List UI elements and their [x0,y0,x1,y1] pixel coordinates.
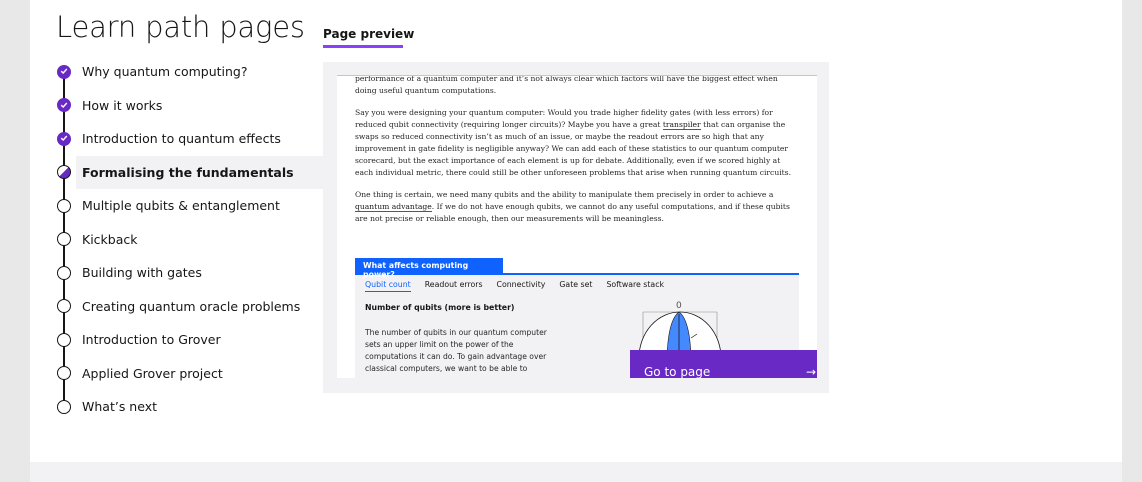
preview-paragraph: performance of a quantum computer and it’s not always clear which factors will have the biggest effect when doing useful quantum computations. [355,75,778,95]
step-label: Why quantum computing? [82,64,248,80]
transpiler-link[interactable]: transpiler [662,120,701,129]
bloch-sphere-figure [627,298,737,358]
page-title: Learn path pages [56,10,305,44]
tab-active-indicator [323,45,403,48]
step-whats-next[interactable] [52,390,324,424]
step-intro-quantum-effects[interactable] [52,122,324,156]
step-label: What’s next [82,399,157,415]
not-started-circle-icon [57,199,71,213]
text-run: Say you were designing your quantum computer: Would you trade higher fidelity gates (with less errors) for reduced qubit connectivity (requiring longer circuits)? Maybe you have a great [355,108,773,129]
step-label: How it works [82,97,163,113]
step-applied-grover[interactable] [52,357,324,391]
figure-label: 0 [676,300,682,311]
step-quantum-oracle-problems[interactable] [52,290,324,324]
step-label: Creating quantum oracle problems [82,298,301,314]
completed-check-icon [57,98,71,112]
tab-page-preview[interactable]: Page preview [323,27,415,41]
step-label: Applied Grover project [82,365,223,381]
step-building-with-gates[interactable] [52,256,324,290]
step-how-it-works[interactable] [52,89,324,123]
completed-check-icon [57,65,71,79]
step-formalising-fundamentals[interactable] [76,156,324,190]
not-started-circle-icon [57,266,71,280]
quantum-advantage-link[interactable]: quantum advantage [355,202,432,211]
preview-paragraph [337,189,817,225]
step-kickback[interactable] [52,223,324,257]
step-why-quantum-computing[interactable] [52,55,324,89]
text-run: that can organise the swaps so reduced connectivity isn’t as much of an issue, or maybe the readout errors are so high that any improvement in gate fidelity is negligible anyway? We can add each of these statistics to our quantum computer scorecard, but the exact importance of each element is up for debate. Additionally, even if we scored highly at each individual metric, there could still be other unforeseen problems that arise when running quantum circuits. [355,120,791,177]
widget-text: The number of qubits in our quantum computer sets an upper limit on the power of the computations it can do. To gain advantage over classical computers, we want to be able to [365,327,547,373]
not-started-circle-icon [57,299,71,313]
text-run: One thing is certain, we need many qubits and the ability to manipulate them precisely in order to achieve a [355,190,774,199]
widget-title: What affects computing power? [355,258,503,273]
step-label: Introduction to Grover [82,332,221,348]
completed-check-icon [57,132,71,146]
step-label: Introduction to quantum effects [82,131,281,147]
not-started-circle-icon [57,400,71,414]
step-label: Formalising the fundamentals [82,164,294,180]
step-intro-grover[interactable] [52,323,324,357]
step-label: Multiple qubits & entanglement [82,198,280,214]
preview-document[interactable] [337,75,817,378]
step-multiple-qubits[interactable] [52,189,324,223]
widget-subheading: Number of qubits (more is better) [365,302,515,312]
widget-tabs [355,275,799,295]
text-run: . If we do not have enough qubits, we cannot do any useful computations, and if these qubits are not precise or reliable enough, then our measurements will be meaningless. [355,202,790,223]
widget-tab-qubit-count[interactable]: Qubit count [365,280,411,292]
in-progress-icon [57,165,71,179]
learn-path-list [52,55,324,424]
page-preview-panel [323,62,829,393]
not-started-circle-icon [57,333,71,347]
step-label: Kickback [82,231,138,247]
widget-tab-gate-set[interactable]: Gate set [559,279,593,289]
not-started-circle-icon [57,232,71,246]
go-to-page-label: Go to page [644,364,711,378]
widget-tab-connectivity[interactable]: Connectivity [496,279,546,289]
go-to-page-button[interactable] [630,350,817,378]
widget-tab-software-stack[interactable]: Software stack [606,279,665,289]
footer-strip [30,462,1122,482]
widget-tab-readout-errors[interactable]: Readout errors [424,279,483,289]
not-started-circle-icon [57,366,71,380]
preview-paragraph [337,107,817,179]
step-label: Building with gates [82,265,202,281]
arrow-right-icon: → [805,364,816,378]
